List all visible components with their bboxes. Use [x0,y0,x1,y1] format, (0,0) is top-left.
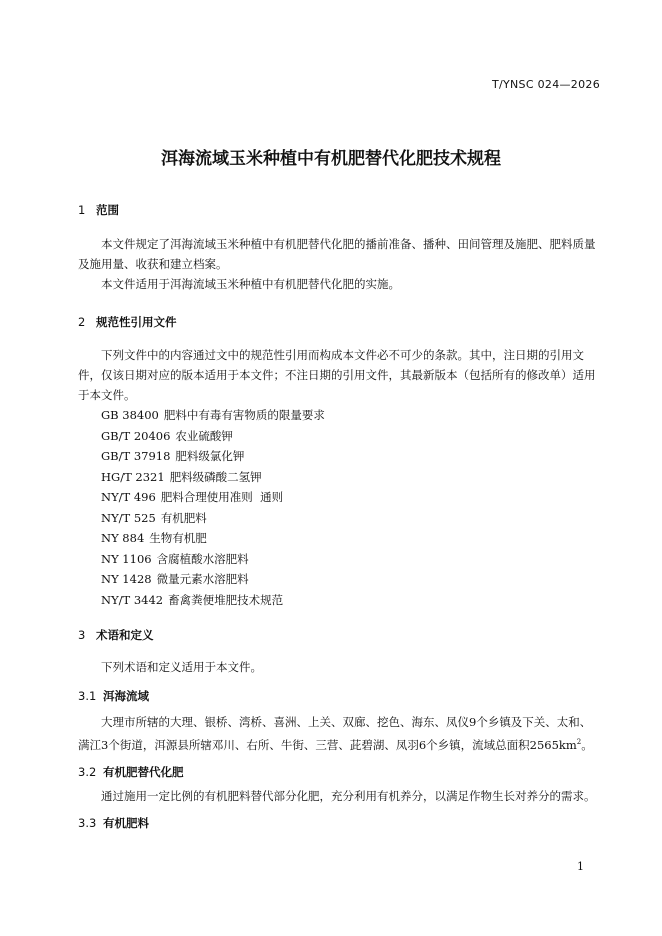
reference-code: GB 38400 [101,408,159,422]
term-3-2-heading [78,764,184,780]
document-title: 洱海流域玉米种植中有机肥替代化肥技术规程 [161,149,501,169]
reference-name: 有机肥料 [160,511,207,525]
reference-item [101,549,249,569]
reference-code: HG/T 2321 [101,470,165,484]
term-number: 3.1 [78,689,97,703]
reference-item [101,426,233,446]
reference-code: NY/T 525 [101,511,156,525]
term-3-1-heading [78,688,149,704]
reference-item [101,467,262,487]
paragraph-text: 本文件适用于洱海流域玉米种植中有机肥替代化肥的实施。 [101,277,400,291]
reference-item [101,446,244,466]
reference-code: NY 884 [101,531,145,545]
section-title: 范围 [96,203,119,217]
section-number: 3 [78,628,86,642]
section-1-heading [78,202,119,218]
reference-item [101,487,283,507]
section-title: 规范性引用文件 [96,315,177,329]
paragraph-text: 下列术语和定义适用于本文件。 [101,660,262,674]
definition-text: 通过施用一定比例的有机肥料替代部分化肥，充分利用有机养分，以满足作物生长对养分的需求。 [101,789,596,803]
reference-item [101,590,283,610]
reference-name: 生物有机肥 [149,531,207,545]
reference-item [101,528,207,548]
section-3-paragraph-1 [78,657,602,677]
term-number: 3.2 [78,765,97,779]
reference-name: 肥料中有毒有害物质的限量要求 [163,408,325,422]
reference-code: NY/T 3442 [101,593,164,607]
reference-name: 农业硫酸钾 [175,429,233,443]
reference-name: 微量元素水溶肥料 [156,572,249,586]
standard-code: T/YNSC 024—2026 [491,78,600,91]
reference-code: NY 1428 [101,572,152,586]
term-3-3-heading [78,815,149,831]
term-3-2-definition [78,786,602,806]
section-2-paragraph-1 [78,345,602,405]
reference-name: 肥料合理使用准则 通则 [160,490,284,504]
paragraph-text: 本文件规定了洱海流域玉米种植中有机肥替代化肥的播前准备、播种、田间管理及施肥、肥料质量及施用量、收获和建立档案。 [78,237,596,271]
section-1-paragraph-2 [78,274,602,294]
reference-code: NY/T 496 [101,490,156,504]
reference-name: 肥料级氯化钾 [175,449,245,463]
section-2-heading [78,314,177,330]
term-3-1-definition [78,712,602,755]
section-number: 1 [78,203,86,217]
term-number: 3.3 [78,816,97,830]
superscript: 2 [576,738,582,746]
reference-code: GB/T 37918 [101,449,171,463]
reference-item [101,569,249,589]
section-number: 2 [78,315,86,329]
reference-code: GB/T 20406 [101,429,171,443]
section-title: 术语和定义 [96,628,154,642]
reference-item [101,405,325,425]
section-3-heading [78,627,154,643]
term-title: 有机肥料 [103,816,149,830]
reference-name: 畜禽粪便堆肥技术规范 [168,593,284,607]
term-title: 有机肥替代化肥 [103,765,184,779]
page-number: 1 [577,860,584,873]
reference-item [101,508,207,528]
definition-tail: 。 [581,737,593,752]
reference-code: NY 1106 [101,552,152,566]
definition-text: 大理市所辖的大理、银桥、湾桥、喜洲、上关、双廊、挖色、海东、凤仪9个乡镇及下关、太和、满江3个街道，洱源县所辖邓川、右所、牛街、三营、茈碧湖、凤羽6个乡镇，流域总面积2565km [78,715,592,752]
term-title: 洱海流域 [103,689,149,703]
reference-name: 肥料级磷酸二氢钾 [169,470,262,484]
reference-name: 含腐植酸水溶肥料 [156,552,249,566]
paragraph-text: 下列文件中的内容通过文中的规范性引用而构成本文件必不可少的条款。其中，注日期的引用文件，仅该日期对应的版本适用于本文件；不注日期的引用文件，其最新版本（包括所有的修改单）适用于本文件。 [78,348,596,402]
section-1-paragraph-1 [78,234,602,274]
